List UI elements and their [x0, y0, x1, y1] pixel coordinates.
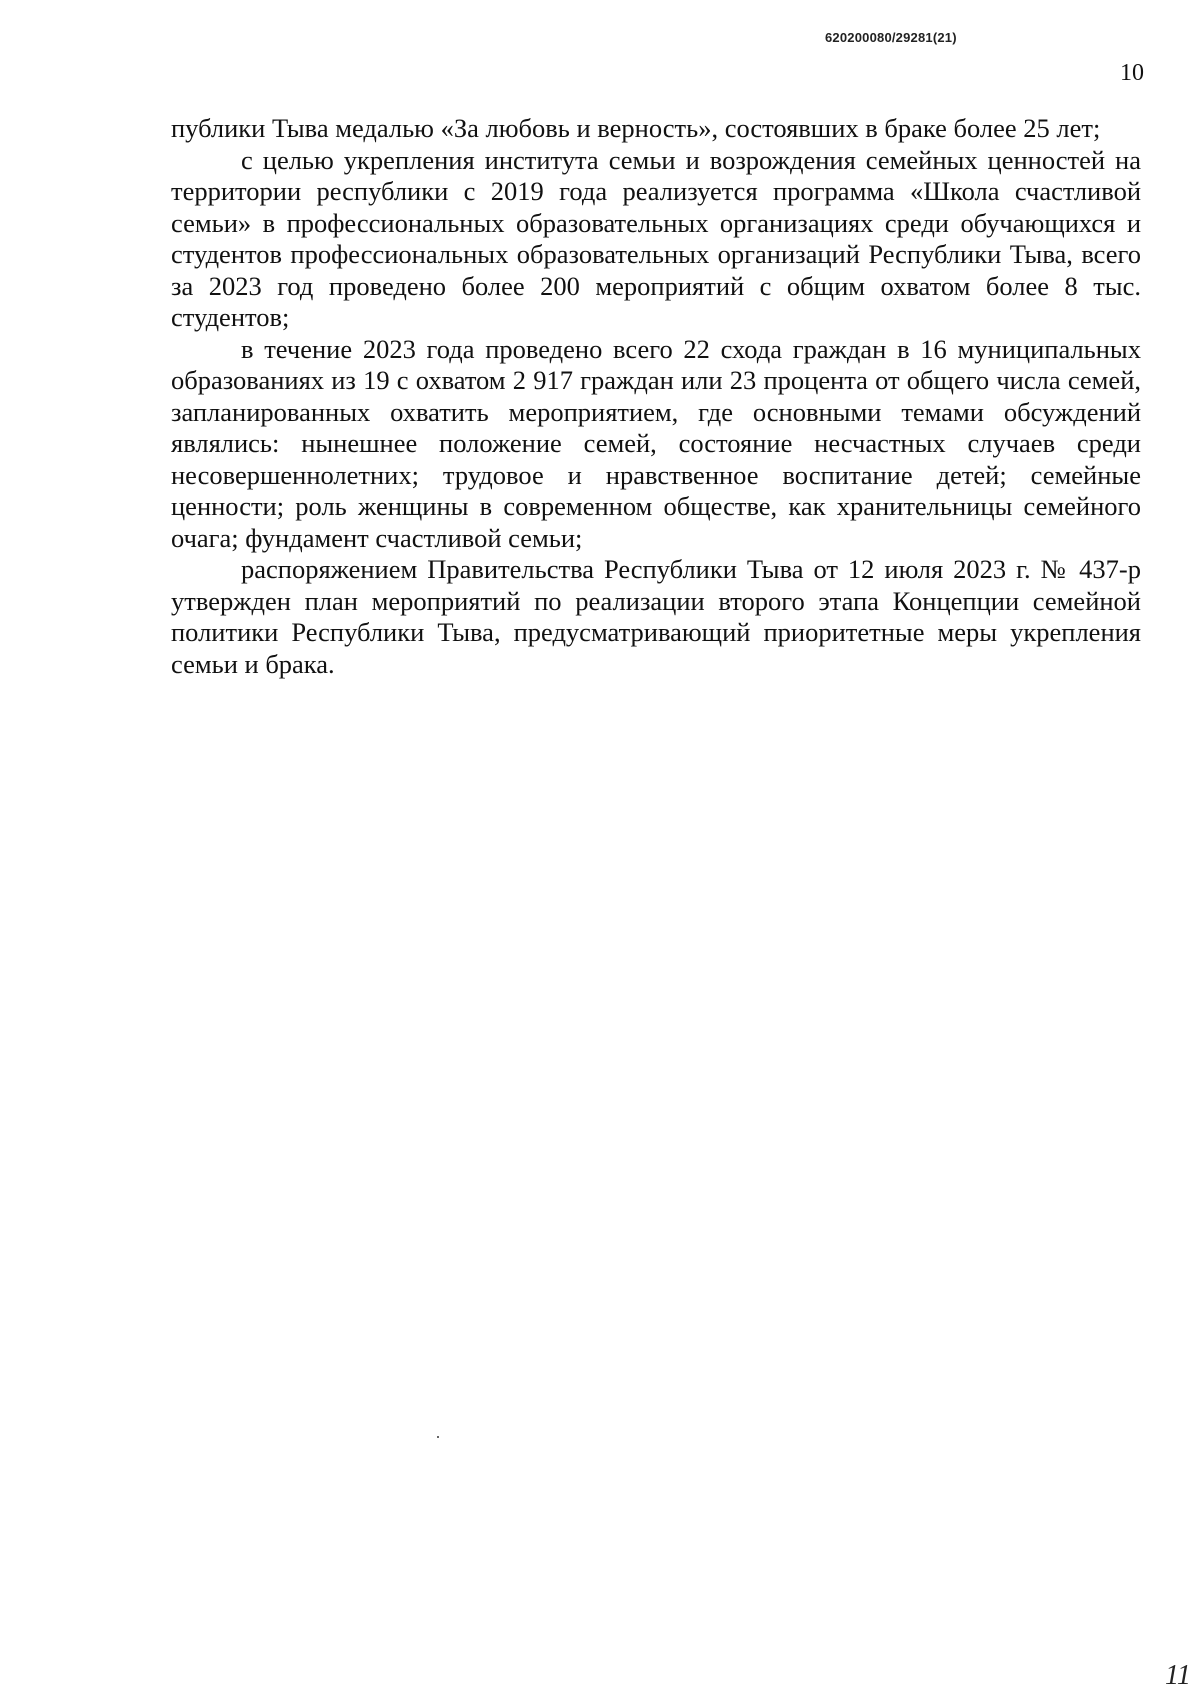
paragraph-2: с целью укрепления института семьи и возрождения семейных ценностей на территории республики с 2019 года реализуется программа «Школа счастливой семьи» в профессиональных образовательных организациях среди обучающихся и студентов профессиональных образовательных организаций Республики Тыва, всего за 2023 год проведено более 200 мероприятий с общим охватом более 8 тыс. студентов; [171, 144, 1141, 332]
document-body [171, 113, 1141, 680]
handwritten-page-mark: 11 [1165, 1660, 1191, 1691]
scan-speck [437, 1436, 439, 1438]
document-id: 620200080/29281(21) [825, 30, 957, 45]
paragraph-1: публики Тыва медалью «За любовь и верность», состоявших в браке более 25 лет; [171, 113, 1101, 143]
page-number: 10 [1120, 60, 1144, 86]
paragraph-3: в течение 2023 года проведено всего 22 схода граждан в 16 муниципальных образованиях из 19 с охватом 2 917 граждан или 23 процента от общего числа семей, запланированных охватить мероприятием, где основными темами обсуждений являлись: нынешнее положение семей, состояние несчастных случаев среди несовершеннолетних; трудовое и нравственное воспитание детей; семейные ценности; роль женщины в современном обществе, как хранительницы семейного очага; фундамент счастливой семьи; [171, 333, 1141, 553]
paragraph-4: распоряжением Правительства Республики Тыва от 12 июля 2023 г. № 437-р утвержден план мероприятий по реализации второго этапа Концепции семейной политики Республики Тыва, предусматривающий приоритетные меры укрепления семьи и брака. [171, 554, 1141, 679]
